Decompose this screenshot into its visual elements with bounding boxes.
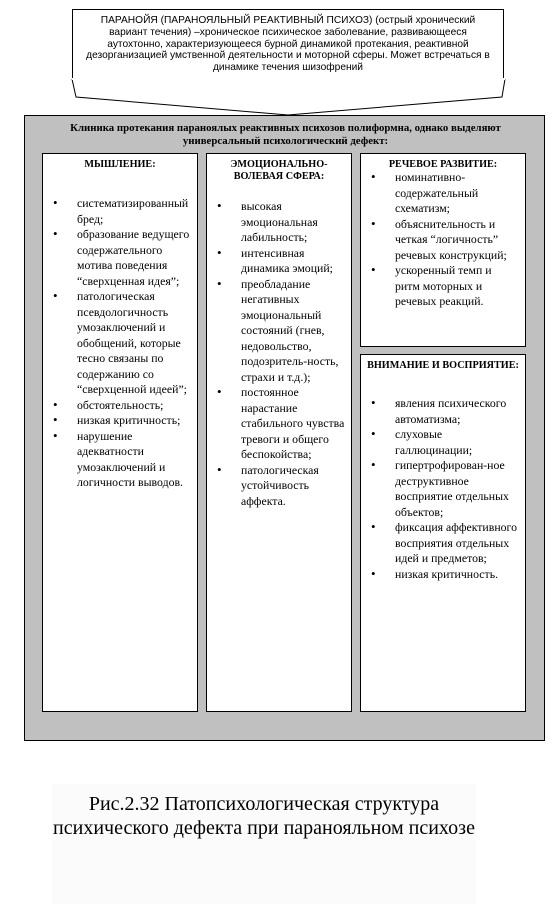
panel-title: Клиника протекания параноялых реактивных психозов полиформна, однако выделяют универсальный психологический дефект: bbox=[70, 122, 501, 147]
attention-title: ВНИМАНИЕ И ВОСПРИЯТИЕ: bbox=[367, 360, 519, 371]
list-item: • ускоренный темп и ритм моторных и речевых реакций. bbox=[361, 263, 525, 310]
emotion-list bbox=[207, 199, 351, 509]
definition-text: ПАРАНОЙЯ (ПАРАНОЯЛЬНЫЙ РЕАКТИВНЫЙ ПСИХОЗ) (острый хронический вариант течения) –хроническое психическое заболевание, развивающееся аутохтонно, характеризующееся бурной динамикой протекания, реактивной дезорганизацией умственной деятельности и моторной сферы. Может встречаться в динамике течения шизофрений bbox=[86, 15, 490, 74]
thinking-title: МЫШЛЕНИЕ: bbox=[84, 159, 156, 170]
list-item: • систематизированный бред; bbox=[43, 196, 197, 227]
thinking-box bbox=[42, 153, 198, 712]
emotion-title: ЭМОЦИОНАЛЬНО-ВОЛЕВАЯ СФЕРА: bbox=[230, 159, 328, 182]
list-item: • патологическая псевдологичность умозаключений и обобщений, которые тесно связаны по содержанию со “сверхценной идеей”; bbox=[43, 289, 197, 398]
list-item: • нарушение адекватности умозаключений и логичности выводов. bbox=[43, 429, 197, 491]
attention-box bbox=[360, 354, 526, 712]
emotion-box bbox=[206, 153, 352, 712]
thinking-list bbox=[43, 196, 197, 491]
list-item: • низкая критичность; bbox=[43, 413, 197, 429]
list-item: • патологическая устойчивость аффекта. bbox=[207, 463, 351, 510]
list-item: • интенсивная динамика эмоций; bbox=[207, 246, 351, 277]
list-item: • образование ведущего содержательного мотива поведения “сверхценная идея”; bbox=[43, 227, 197, 289]
speech-box bbox=[360, 153, 526, 347]
attention-list bbox=[361, 396, 525, 582]
speech-title: РЕЧЕВОЕ РАЗВИТИЕ: bbox=[388, 159, 498, 170]
speech-list bbox=[361, 170, 525, 310]
list-item: • номинативно-содержательный схематизм; bbox=[361, 170, 525, 217]
list-item: • явления психического автоматизма; bbox=[361, 396, 525, 427]
caption-text: Рис.2.32 Патопсихологическая структура психического дефекта при паранояльном психозе bbox=[53, 793, 475, 839]
figure-caption bbox=[52, 784, 476, 904]
callout-pointer bbox=[0, 0, 554, 120]
list-item: • преобладание негативных эмоциональный состояний (гнев, недовольство, подозритель-ность, страхи и т.д.); bbox=[207, 277, 351, 386]
list-item: • гипертрофирован-ное деструктивное восприятие отдельных объектов; bbox=[361, 458, 525, 520]
list-item: • высокая эмоциональная лабильность; bbox=[207, 199, 351, 246]
list-item: • обстоятельность; bbox=[43, 398, 197, 414]
list-item: • фиксация аффективного восприятия отдельных идей и предметов; bbox=[361, 520, 525, 567]
list-item: • низкая критичность. bbox=[361, 567, 525, 583]
list-item: • слуховые галлюцинации; bbox=[361, 427, 525, 458]
list-item: • объяснительность и четкая “логичность” речевых конструкций; bbox=[361, 217, 525, 264]
list-item: • постоянное нарастание стабильного чувства тревоги и общего беспокойства; bbox=[207, 385, 351, 463]
